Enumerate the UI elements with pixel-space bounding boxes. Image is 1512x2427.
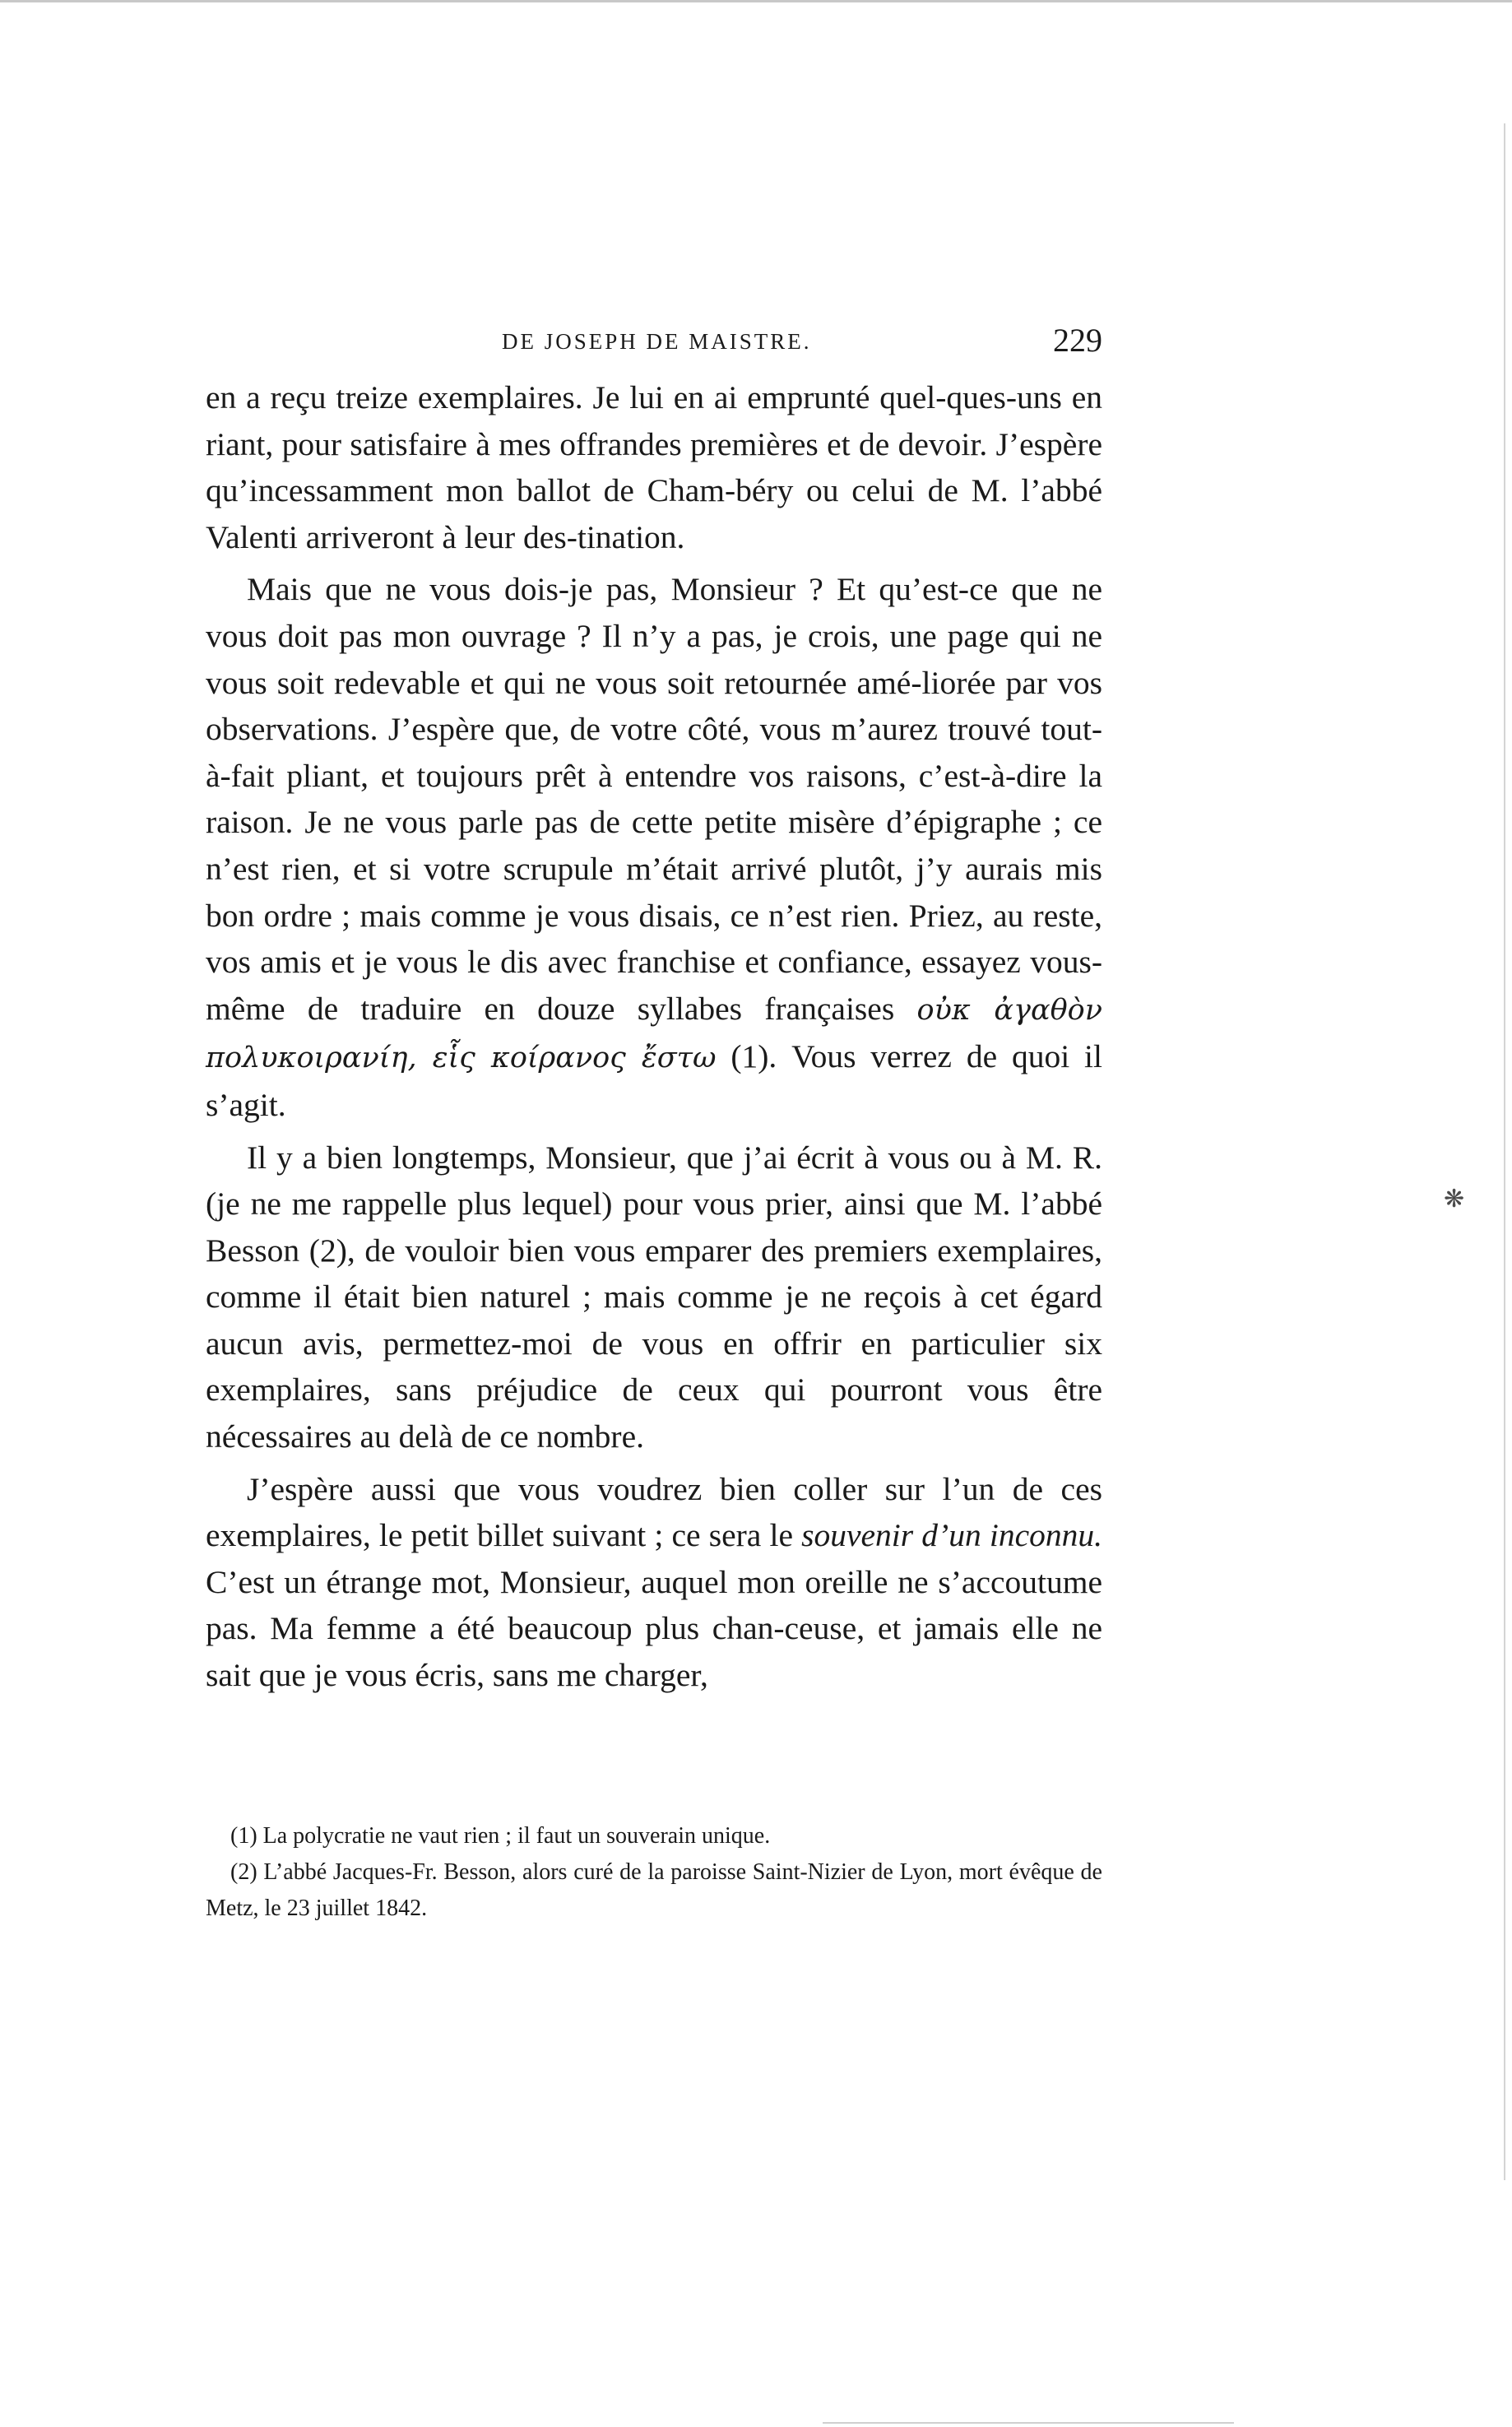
bottom-edge-mark xyxy=(823,2422,1234,2424)
paragraph-2 xyxy=(206,566,1102,1128)
page-number: 229 xyxy=(1053,322,1102,359)
running-head: DE JOSEPH DE MAISTRE. xyxy=(502,329,812,354)
paragraph-4 xyxy=(206,1466,1102,1699)
footnote-1: (1) La polycratie ne vaut rien ; il faut un souverain unique. xyxy=(230,1823,771,1849)
paragraph-4-text: J’espère aussi que vous voudrez bien coller sur l’un de ces exemplaires, le petit billet suivant ; ce sera le xyxy=(206,1470,1102,1554)
footnotes xyxy=(206,1818,1102,1927)
paragraph-4-end: C’est un étrange mot, Monsieur, auquel mon oreille ne s’accoutume pas. Ma femme a été beaucoup plus chan-ceuse, et jamais elle ne sait que je vous écris, sans me charger, xyxy=(206,1563,1102,1694)
paragraph-3: Il y a bien longtemps, Monsieur, que j’ai écrit à vous ou à M. R. (je ne me rappelle plus lequel) pour vous prier, ainsi que M. l’abbé Besson (2), de vouloir bien vous emparer des premiers exemplaires, comme il était bien naturel ; mais comme je ne reçois à cet égard aucun avis, permettez-moi de vous en offrir en particulier six exemplaires, sans préjudice de ceux qui pourront vous être nécessaires au delà de ce nombre. xyxy=(206,1139,1102,1455)
page-header xyxy=(206,321,1102,370)
paragraph-2-end: (1). Vous verrez de quoi il s’agit. xyxy=(206,1038,1102,1123)
paragraph-2-text: Mais que ne vous dois-je pas, Monsieur ? Et qu’est-ce que ne vous doit pas mon ouvrage ? Il n’y a pas, je crois, une page qui ne vous soit redevable et qui ne vous soit retournée amé-liorée par vos observations. J’espère que, de votre côté, vous m’aurez trouvé tout-à-fait pliant, et toujours prêt à entendre vos raisons, c’est-à-dire la raison. Je ne vous parle pas de cette petite misère d’épigraphe ; ce n’est rien, et si votre scrupule m’était arrivé plutôt, j’y aurais mis bon ordre ; mais comme je vous disais, ce n’est rien. Priez, au reste, vos amis et je vous le dis avec franchise et confiance, essayez vous-même de traduire en douze syllabes françaises xyxy=(206,571,1102,1027)
right-edge-mark xyxy=(1504,123,1505,2180)
top-edge-mark xyxy=(0,0,1512,2)
main-text xyxy=(206,374,1102,1699)
italic-phrase: souvenir d’un inconnu. xyxy=(801,1517,1102,1554)
paragraph-1: en a reçu treize exemplaires. Je lui en ai emprunté quel-ques-uns en riant, pour satisfaire à mes offrandes premières et de devoir. J’espère qu’incessamment mon ballot de Cham-béry ou celui de M. l’abbé Valenti arriveront à leur des-tination. xyxy=(206,379,1102,555)
greek-quotation: οὐκ ἀγαθὸν πολυκοιρανίη, εἷς κοίρανος ἔστω xyxy=(206,993,1102,1075)
ink-speck: ❋ xyxy=(1444,1186,1465,1213)
footnote-2: (2) L’abbé Jacques-Fr. Besson, alors curé de la paroisse Saint-Nizier de Lyon, mort évêque de Metz, le 23 juillet 1842. xyxy=(206,1859,1102,1921)
